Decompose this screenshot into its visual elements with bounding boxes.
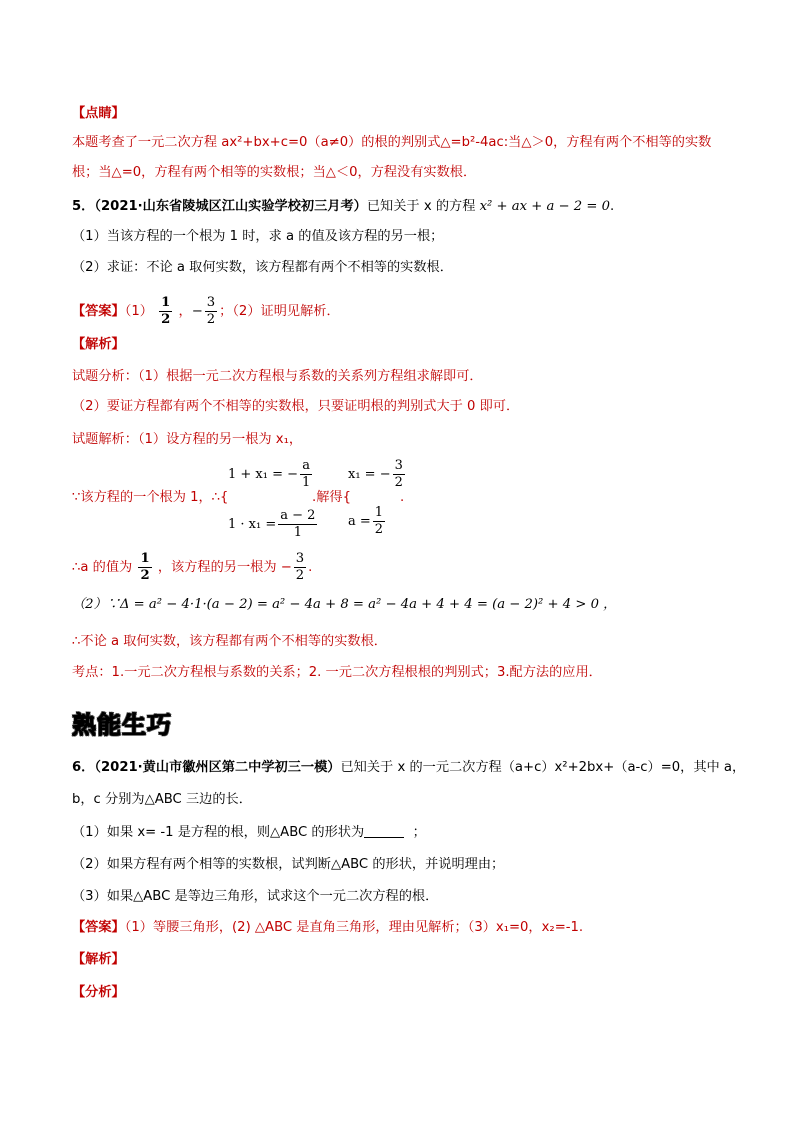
q6-analysis-label: 【解析】 (72, 952, 125, 967)
q5-analysis-2: （2）要证方程都有两个不相等的实数根，只要证明根的判别式大于 0 即可． (72, 399, 520, 414)
q5-part-2: （2）求证：不论 a 取何实数，该方程都有两个不相等的实数根． (72, 260, 453, 275)
q5-answer-fraction-1: $\frac{1}{2}$ (161, 294, 171, 327)
q5-value-fraction-2: $\frac{3}{2}$ (295, 550, 305, 583)
q5-analysis-1: 试题分析：（1）根据一元二次方程根与系数的关系列方程组求解即可． (72, 369, 483, 384)
dianjing-line-2: 根；当△=0，方程有两个相等的实数根；当△＜0，方程没有实数根． (72, 165, 477, 180)
q6-fenxi-label: 【分析】 (72, 985, 125, 1000)
q5-system-1-row-2: 1 · x₁ = $\frac{a - 2}{1}$ (228, 508, 316, 540)
q5-stem: 5．（2021·山东省陵城区江山实验学校初三月考）已知关于 x 的方程 x² + ax + a − 2 = 0. (72, 199, 615, 214)
q5-conclusion: ∴不论 a 取何实数，该方程都有两个不相等的实数根． (72, 634, 387, 649)
q5-source: （2021·山东省陵城区江山实验学校初三月考） (94, 199, 367, 214)
dianjing-line-1: 本题考查了一元二次方程 ax²+bx+c=0（a≠0）的根的判别式△=b²-4ac:当△＞0，方程有两个不相等的实数 (72, 135, 712, 150)
q5-equation: x² + ax + a − 2 = 0 (479, 199, 610, 214)
section-title: 熟能生巧 (72, 711, 172, 739)
q5-system-end: . (400, 490, 405, 505)
q6-part-3: （3）如果△ABC 是等边三角形，试求这个一元二次方程的根． (72, 889, 439, 904)
q5-answer-rest: ；（2）证明见解析． (219, 304, 340, 319)
q5-answer-minus: − (191, 304, 203, 319)
q5-answer-prefix: （1） (124, 304, 153, 319)
q5-answer-fraction-2: $\frac{3}{2}$ (206, 294, 216, 327)
q5-value-line: ∴a 的值为 $\frac{1}{2}$ ，该方程的另一根为 − $\frac{3}{2}$ . (72, 550, 313, 583)
q5-solve-text: .解得{ (312, 490, 351, 505)
dianjing-heading: 【点睛】 (72, 106, 125, 121)
q5-analysis-label: 【解析】 (72, 337, 125, 352)
q5-value-fraction: $\frac{1}{2}$ (140, 550, 150, 583)
q5-system-2-row-1: x₁ = − $\frac{3}{2}$ (348, 458, 403, 490)
q5-part-2-proof: （2）∵Δ = a² − 4·1·(a − 2) = a² − 4a + 8 = a² − 4a + 4 + 4 = (a − 2)² + 4 > 0 ， (72, 597, 617, 612)
q6-stem-1: 6．（2021·黄山市徽州区第二中学初三一模）已知关于 x 的一元二次方程（a+c）x²+2bx+（a-c）=0，其中 a， (72, 760, 746, 775)
q5-since-text: ∵该方程的一个根为 1，∴{ (72, 490, 229, 505)
q6-part-2: （2）如果方程有两个相等的实数根，试判断△ABC 的形状，并说明理由； (72, 857, 505, 872)
q5-system-2-row-2: a = $\frac{1}{2}$ (348, 505, 384, 537)
q5-kaodian: 考点：1.一元二次方程根与系数的关系；2. 一元二次方程根根的判别式；3.配方法的应用． (72, 665, 602, 680)
q5-part-1: （1）当该方程的一个根为 1 时，求 a 的值及该方程的另一根； (72, 229, 444, 244)
q5-answer-separator: ， (178, 304, 192, 319)
q5-answer-label: 【答案】 (72, 304, 125, 319)
q6-answer-blank (364, 823, 404, 838)
q5-system-1-row-1: 1 + x₁ = − $\frac{a}{1}$ (228, 458, 311, 490)
q6-part-1: （1）如果 x= -1 是方程的根，则△ABC 的形状为 ； (72, 825, 426, 840)
q5-stem-text: 已知关于 x 的方程 (366, 199, 476, 214)
q5-answer (72, 292, 340, 332)
q5-solution-1: 试题解析：（1）设方程的另一根为 x₁， (72, 432, 303, 447)
q5-number: 5． (72, 199, 95, 214)
q6-stem-2: b，c 分别为△ABC 三边的长． (72, 792, 252, 807)
q6-answer: 【答案】（1）等腰三角形，(2) △ABC 是直角三角形，理由见解析；（3）x₁=0，x₂=-1. (72, 920, 584, 935)
